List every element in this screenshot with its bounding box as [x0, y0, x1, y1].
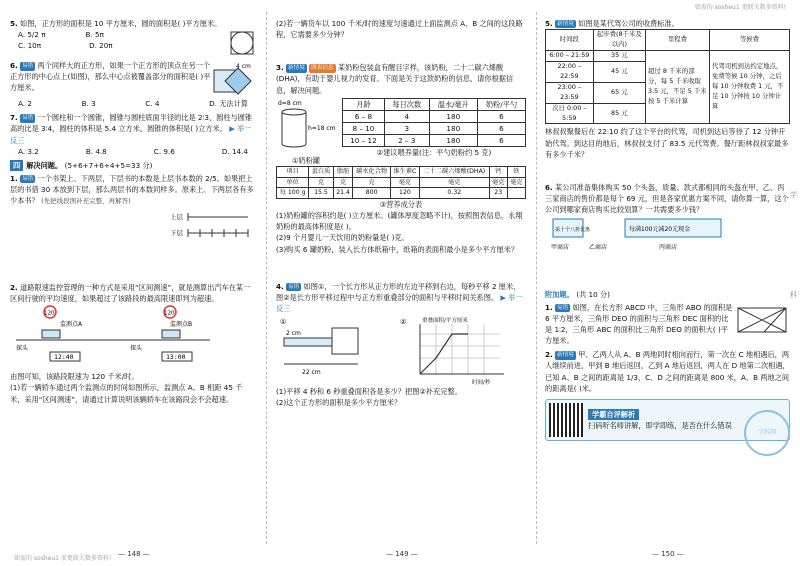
page-number: — 150 —	[652, 550, 684, 559]
length-label: 4 cm	[236, 63, 251, 71]
watermark-top: 如需的 sosheu1 更联关数多资料!	[694, 4, 786, 11]
extra-heading: 附加题。 (共 10 分)	[545, 289, 610, 299]
svg-text:2 cm: 2 cm	[286, 330, 301, 338]
svg-text:第十个八折优惠: 第十个八折优惠	[555, 227, 591, 234]
problem-6: 6. 某公司准备集体购买 50 个头盔，质量、款式都相同的头盔在甲、乙、丙三家商店的售价都是每个 69 元，但是各家优惠方案不同，请你算一算，这个公司到哪家商店购买比较划算？一共需要多少钱？ 第十个八折优惠 每满100元减20元现金 甲商店 乙商店 丙商店	[545, 182, 790, 259]
problem-1: 1. 易错 一个书架上、下两层，下层书的本数是上层书本数的 2/5。如果把上层的书借 30 本放到下层，那么两层书的本数同样多。原来上、下两层各有多少本书？ (先把线段图补充完整，再解答) 上层 下层	[10, 173, 256, 244]
extra-1: 1. 易错 如图，在长方形 ABCD 中，三角形 ABO 的面积是 6 平方厘米，三角形 DEO 的面积与三角形 DEC 面积的比是 1∶2，三角形 ABC 的面积比三角形 DEO 的面积大( )平方厘米。	[545, 302, 790, 347]
qr-banner[interactable]: 学霸自评解析 扫码听名师讲解，即学即练，是否在什么错误	[545, 399, 790, 441]
option-a[interactable]: A. 2	[18, 99, 32, 109]
svg-text:每满100元减20元现金: 每满100元减20元现金	[629, 226, 691, 234]
divider	[266, 12, 267, 544]
problem-2-sub2: (2)若一辆货车以 100 千米/时的速度匀速通过上面监测点 A、B 之间的这段路程，它需要多少分钟？	[276, 19, 523, 40]
milk-can-figure	[276, 98, 336, 152]
rectangle-abcd-figure	[734, 302, 790, 336]
svg-text:d=8 cm: d=8 cm	[278, 99, 302, 107]
tag-label: 图表信息	[311, 65, 334, 72]
svg-text:甲商店: 甲商店	[551, 244, 570, 252]
qr-code-icon[interactable]	[549, 403, 583, 437]
section-heading: 四 解决问题。 (5+6+7+6+4+5=33 分)	[10, 160, 256, 171]
table-row: 10 – 12 2 – 3 180 6	[343, 135, 526, 147]
svg-text:时间/秒: 时间/秒	[472, 380, 491, 387]
tag-label: 易错	[22, 63, 34, 70]
table-row: 22:00 – 22:59 45 元	[546, 61, 790, 82]
table-row: 6 – 8 4 180 6	[343, 110, 526, 122]
question-7: 7. 易错 一个圆柱和一个圆锥，圆锥与圆柱底面半径的比是 2∶3，圆柱与圆锥高的比是 3∶4，圆柱的体积是 5.4 立方米，圆锥的体积是( )立方米。 ▶ 举一反三 A. 3.2 B. 4.8 C. 9.6 D. 14.4	[10, 113, 253, 156]
overlapping-squares-figure	[212, 60, 256, 98]
svg-text:13:00: 13:00	[166, 353, 186, 362]
column-right	[545, 18, 790, 548]
tag-label: 易错	[288, 283, 300, 290]
link-practice[interactable]: ▶ 举一反三	[10, 124, 252, 145]
page-number: — 149 —	[386, 550, 418, 559]
tag-label: 新情境	[288, 65, 305, 72]
svg-text:下层: 下层	[170, 228, 183, 237]
side-mark: 科	[790, 291, 797, 299]
column-left	[10, 18, 256, 548]
option-c[interactable]: C. 4	[145, 99, 160, 109]
feeding-table: 月龄 每日次数 温水/毫升 奶粉/平勺 6 – 8 4 180 6 8 – 10 3 180 6 10 – 12 2 – 3 180 6	[342, 98, 526, 148]
tag-label: 易错	[22, 115, 34, 122]
option-b[interactable]: B. 4.8	[85, 146, 107, 156]
overlap-area-graph	[400, 314, 512, 386]
svg-text:探头: 探头	[130, 345, 143, 353]
nutrition-table: 项目 蛋白质 脂肪 碳水化合物 维生素C 二十二碳六烯酸(DHA) 钙 铁 单位 克 克 克 毫克 毫克 毫克 毫克 每 100 g 15.5 21.4 800 120 0.32 23	[276, 166, 526, 199]
extra-2: 2. 新情境 甲、乙两人从 A、B 两地同时相向而行，第一次在 C 地相遇后，两人继续前进，甲到 B 地后返回，乙到 A 地后返回，两人在 D 地第二次相遇，已知 A、B 之间的距离是 1/3，C、D 之间的距离是 800 米，A、B 两地之间的距离是( )米。	[545, 350, 790, 393]
option-a[interactable]: A. 5/2 π	[18, 30, 46, 40]
problem-5: 5. 新情境 如图是某代驾公司的收费标准。 时间段 起步费(8千米及以内) 里程费 等候费 6:00 – 21:59 35 元 超过 8 千米的部分，每 5 千米收取 3.5 元，不足 5 千米按 5 千米计算 代驾司机到达约定地点，免费等候 10 分钟，之后每 10 分钟收费 1 元，不足 10 分钟按 10 分钟计算 22:00 – 22:59 45 元 23:00 – 23:59 65 元 次日 0:00 – 5:59 85 元 林叔叔聚餐后在 22:10 约了这个平台的代驾，司机到达后等待了 12 分钟开始代驾。到达目的地后，林叔叔支付了 83.5 元代驾费。餐厅距林叔叔家最多有多少千米？	[545, 19, 789, 159]
svg-text:h=18 cm: h=18 cm	[308, 124, 336, 132]
option-c[interactable]: C. 9.6	[153, 146, 175, 156]
divider	[536, 12, 537, 544]
tag-label: 易错	[557, 304, 569, 311]
svg-text:乙商店: 乙商店	[589, 244, 608, 252]
page-number: — 148 —	[118, 550, 150, 559]
tag-label: 新情境	[557, 352, 574, 359]
svg-text:丙商店: 丙商店	[659, 244, 678, 252]
svg-text:探头: 探头	[16, 345, 29, 353]
store-signs-figure	[545, 215, 790, 255]
svg-text:22 cm: 22 cm	[302, 369, 321, 377]
problem-3: 3. 新情境 图表信息 某奶粉包装盒有醒目字样，该奶粉，二十二碳六烯酸(DHA)，有助于婴儿视力的发育。下面是关于这款奶粉的信息，请你根据信息，解决问题。 d=8 cm h=18 cm ①奶粉罐 月龄 每日次数 温水/毫升 奶粉/平勺 6 – 8 4 180 6 8 – 10 3 180 6 10 – 12 2 – 3 180 6 ②建议喂养量(注：平勺奶粉约 5 克) 项目 蛋白质 脂肪 碳水化合物 维生素C 二十二碳六烯酸(DHA) 钙 铁 单位 克 克 克 毫克 毫克 毫克 毫克 每 100 g 15.5 21.4 800 120 0.32 23 ③营养成分表 (1)奶粉罐的容积约是( )立方厘米。(罐体厚度忽略不计)，按照图表信息，永翔奶粉的最高体积度是( )。 (2)9 个月婴儿一天饮用的奶粉量是( )克。 (3)购买 6 罐奶粉，装入长方体纸箱中，纸箱的表面积最小是多少平方厘米？	[276, 62, 526, 254]
question-6: 6. 易错 两个同样大的正方形，如果一个正方形的顶点在另一个正方形的中心点上(如图)，那么中心点被覆盖部分的面积是( )平方厘米。 4 cm A. 2 B. 3 C. 4 D. 无法计算	[10, 60, 256, 109]
svg-text:12:40: 12:40	[54, 353, 74, 362]
speed-camera-diagram	[10, 304, 256, 368]
table-row: 次日 0:00 – 5:59 85 元	[546, 103, 790, 124]
watermark-bottom: 如需的 sosheu1 多更联关数多资料!	[14, 554, 112, 562]
svg-text:监测点B: 监测点B	[170, 321, 193, 329]
problem-4: 4. 易错 如图①，一个长方形从正方形的左边平移到右边，每秒平移 2 厘米，图②是长方形平移过程中与正方形重叠部分的面积与平移时间关系图。 ▶ 举一反三 ① 2 cm 22 cm ② 重叠面积/平方厘米 时间/秒 (1)平移 4 秒和 6 秒重叠面积各是多少？把图②补充完整。 (2)这个正方形的面积是多少平方厘米？	[276, 281, 523, 408]
side-mark: 学	[790, 191, 797, 199]
table-row: 23:00 – 23:59 65 元	[546, 82, 790, 103]
option-d[interactable]: D. 20π	[89, 41, 113, 51]
tag-label: 易错	[22, 176, 34, 183]
svg-text:120: 120	[44, 310, 55, 317]
watermark-stamp: 学科网	[744, 410, 790, 456]
option-a[interactable]: A. 3.2	[18, 146, 39, 156]
option-b[interactable]: B. 5π	[85, 30, 104, 40]
svg-text:重叠面积/平方厘米: 重叠面积/平方厘米	[422, 318, 468, 325]
link-practice[interactable]: ▶ 举一反三	[276, 292, 523, 314]
option-c[interactable]: C. 10π	[18, 41, 42, 51]
table-row: 单位 克 克 克 毫克 毫克 毫克 毫克	[277, 177, 526, 188]
tag-label: 新情境	[557, 21, 574, 27]
option-b[interactable]: B. 3	[81, 99, 96, 109]
svg-text:监测点A: 监测点A	[60, 321, 83, 329]
problem-2: 2. 道路限速监控管理的一种方式是采用“区间测速”，就是测算出汽车在某一区间行驶的平均速度，如果超过了该路段的最高限速即判为超速。 120 120 监测点A 监测点B 探头 探头 12:40 13:00 由图可知，该路段限速为 120 千米/时。 (1)若一辆轿车通过两个监测点的时间如图所示，监测点 A、B 相距 45 千米，采用“区间测速”，请通过计算说明该辆轿车在该路段会不会超速。	[10, 282, 256, 405]
option-d[interactable]: D. 14.4	[221, 146, 248, 156]
square-circle-figure	[228, 29, 256, 57]
svg-text:上层: 上层	[170, 212, 183, 221]
svg-text:①: ①	[280, 318, 287, 327]
segment-diagram	[10, 207, 256, 241]
question-5: 5. 如图，正方形的面积是 10 平方厘米，圆的面积是( )平方厘米。 A. 5/2 π B. 5π C. 10π D. 20π	[10, 18, 256, 57]
fee-table: 时间段 起步费(8千米及以内) 里程费 等候费 6:00 – 21:59 35 元 超过 8 千米的部分，每 5 千米收取 3.5 元，不足 5 千米按 5 千米计算 代驾司机到达约定地点，免费等候 10 分钟，之后每 10 分钟收费 1 元，不足 10 分钟按 10 分钟计算 22:00 – 22:59 45 元 23:00 – 23:59 65 元 次日 0:00 – 5:59 85 元	[545, 29, 790, 124]
table-row: 8 – 10 3 180 6	[343, 123, 526, 135]
rectangle-square-figure	[276, 314, 392, 384]
svg-text:②: ②	[400, 318, 407, 327]
table-row: 每 100 g 15.5 21.4 800 120 0.32 23	[277, 188, 526, 199]
table-row: 6:00 – 21:59 35 元 超过 8 千米的部分，每 5 千米收取 3.5 元，不足 5 千米按 5 千米计算 代驾司机到达约定地点，免费等候 10 分钟，之后每 10 分钟收费 1 元，不足 10 分钟按 10 分钟计算	[546, 51, 790, 62]
option-d[interactable]: D. 无法计算	[209, 99, 248, 109]
svg-text:120: 120	[164, 310, 175, 317]
column-middle	[276, 18, 526, 548]
